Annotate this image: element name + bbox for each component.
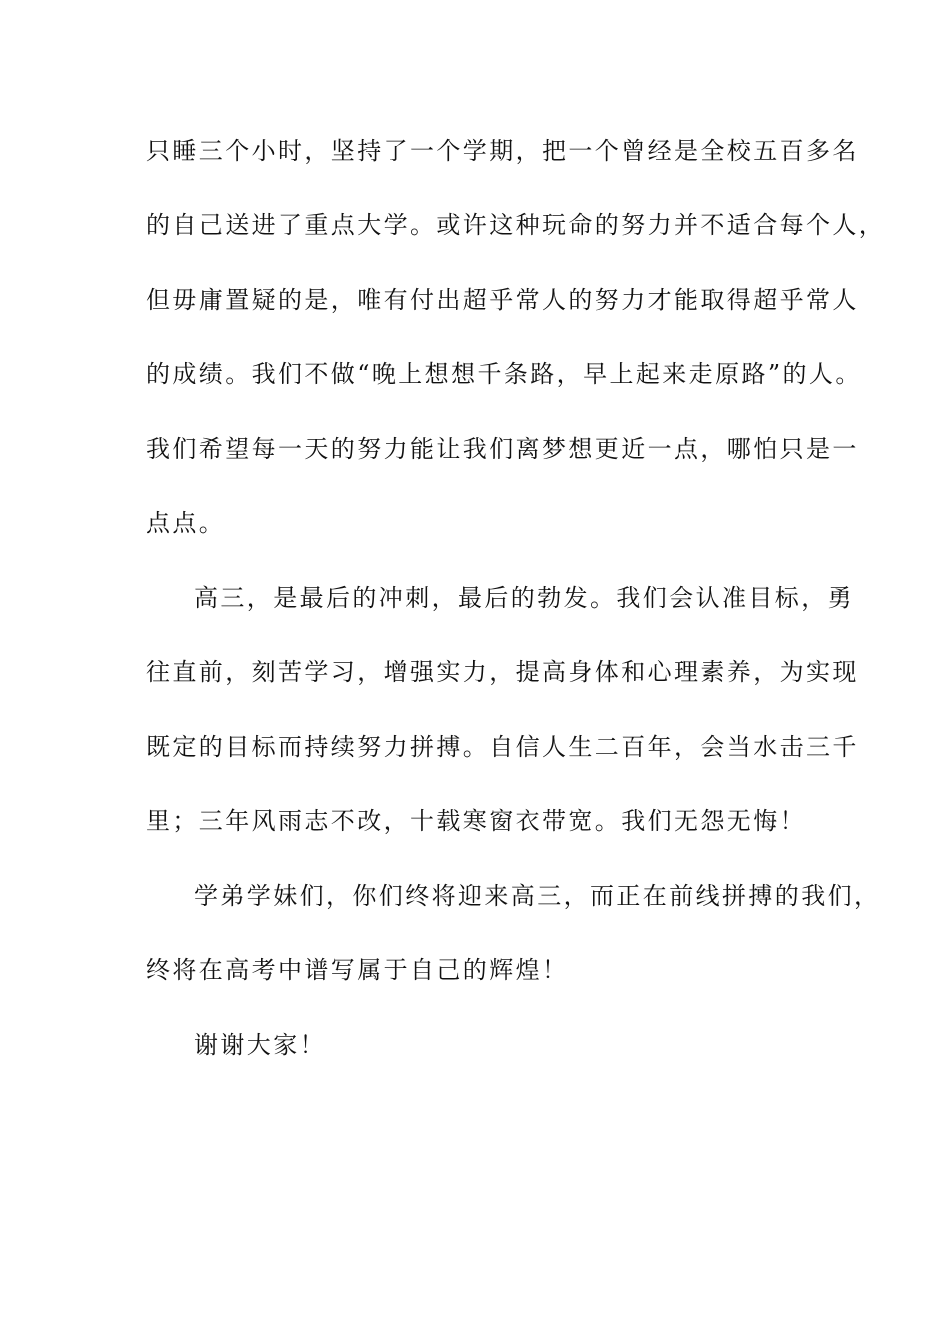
paragraph-line: 往直前，刻苦学习，增强实力，提高身体和心理素养，为实现	[146, 658, 859, 686]
paragraph-line: 只睡三个小时，坚持了一个学期，把一个曾经是全校五百多名	[146, 137, 859, 165]
paragraph-line: 既定的目标而持续努力拼搏。自信人生二百年，会当水击三千	[146, 733, 859, 761]
paragraph-line: 学弟学妹们，你们终将迎来高三，而正在前线拼搏的我们，	[194, 882, 881, 910]
paragraph-line: 高三，是最后的冲刺，最后的勃发。我们会认准目标，勇	[194, 584, 854, 612]
paragraph-line: 终将在高考中谱写属于自己的辉煌！	[146, 956, 569, 984]
paragraph-line: 的成绩。我们不做“晚上想想千条路，早上起来走原路”的人。	[146, 360, 862, 388]
paragraph-line: 点点。	[146, 509, 226, 537]
paragraph-line: 我们希望每一天的努力能让我们离梦想更近一点，哪怕只是一	[146, 435, 859, 463]
paragraph-line: 但毋庸置疑的是，唯有付出超乎常人的努力才能取得超乎常人	[146, 286, 859, 314]
paragraph-line: 的自己送进了重点大学。或许这种玩命的努力并不适合每个人，	[146, 211, 886, 239]
paragraph-line: 里；三年风雨志不改，十载寒窗衣带宽。我们无怨无悔！	[146, 807, 806, 835]
closing-line: 谢谢大家！	[194, 1031, 326, 1059]
